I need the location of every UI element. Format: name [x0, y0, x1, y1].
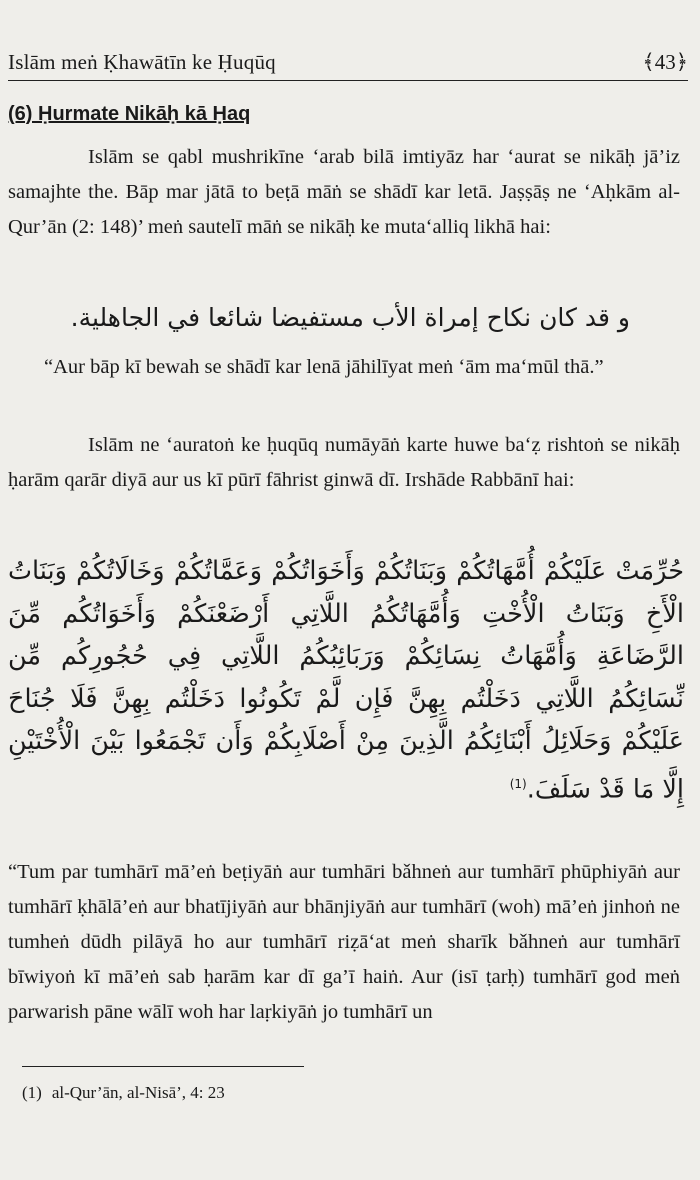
page-number-value: 43 — [654, 50, 676, 74]
arabic-quote: و قد كان نكاح إمراة الأب مستفيضا شائعا في الجاهلية. — [70, 303, 630, 332]
paragraph-intro: Islām se qabl mushrikīne ‘arab bilā imtiyāz har ‘aurat se nikāḥ jā’iz samajhte the. Bāp mar jātā to beṭā māṅ se shādī kar letā. Jaṣṣāṣ ne ‘Aḥkām al-Qur’ān (2: 148)’ meṅ sautelī māṅ se nikāḥ ke muta‘alliq likhā hai: — [8, 146, 680, 238]
verse-footnote-ref: (1) — [509, 776, 527, 791]
running-title: Islām meṅ Ḳhawātīn ke Ḥuqūq — [8, 50, 276, 74]
paragraph-prohibition: Islām ne ‘auratoṅ ke ḥuqūq numāyāṅ karte huwe ba‘ẓ rishtoṅ se nikāḥ ḥarām qarār diyā aur us kī pūrī fāhrist ginwā dī. Irshāde Rabbānī hai: — [8, 434, 680, 491]
section-title: (6) Ḥurmate Nikāḥ kā Ḥaq — [8, 103, 251, 125]
footnote-rule — [22, 1066, 304, 1067]
footnote-marker: (1) — [22, 1083, 42, 1102]
quran-verse-text: حُرِّمَتْ عَلَيْكُمْ أُمَّهَاتُكُمْ وَبَنَاتُكُمْ وَأَخَوَاتُكُمْ وَعَمَّاتُكُمْ وَخَالَاتُكُمْ وَبَنَاتُ الْأَخِ وَبَنَاتُ الْأُخْتِ وَأُمَّهَاتُكُمُ اللَّاتِي أَرْضَعْنَكُمْ وَأَخَوَاتُكُم مِّنَ الرَّضَاعَةِ وَأُمَّهَاتُ نِسَائِكُمْ وَرَبَائِبُكُمُ اللَّاتِي فِي حُجُورِكُم مِّن نِّسَائِكُمُ اللَّاتِي دَخَلْتُم بِهِنَّ فَإِن لَّمْ تَكُونُوا دَخَلْتُم بِهِنَّ فَلَا جُنَاحَ عَلَيْكُمْ وَحَلَائِلُ أَبْنَائِكُمُ الَّذِينَ مِنْ أَصْلَابِكُمْ وَأَن تَجْمَعُوا بَيْنَ الْأُخْتَيْنِ إِلَّا مَا قَدْ سَلَفَ. — [8, 556, 684, 804]
header-rule — [8, 80, 688, 81]
footnote — [22, 1083, 225, 1103]
page-header — [8, 50, 688, 80]
footnote-text: al-Qur’ān, al-Nisā’, 4: 23 — [51, 1083, 225, 1102]
paragraph-translation: “Aur bāp kī bewah se shādī kar lenā jāhilīyat meṅ ‘ām ma‘mūl thā.” — [44, 356, 604, 378]
page-number: ﴾43﴿ — [642, 50, 688, 74]
paragraph-verse-translation: “Tum par tumhārī mā’eṅ beṭiyāṅ aur tumhāri bǎhneṅ aur tumhārī phūphiyāṅ aur tumhārī ḳhālā’eṅ aur bhatījiyāṅ aur bhānjiyāṅ aur tumhārī (woh) mā’eṅ jinhoṅ ne tumheṅ dūdh pilāyā ho aur tumhārī riẓā‘at meṅ sharīk bǎhneṅ aur tumhārī bīwiyoṅ kī mā’eṅ sab ḥarām kar dī ga’ī haiṅ. Aur (isī ṭarḥ) tumhārī god meṅ parwarish pāne wālī woh har laṛkiyāṅ jo tumhārī un — [8, 861, 680, 1023]
quran-verse — [8, 550, 684, 811]
